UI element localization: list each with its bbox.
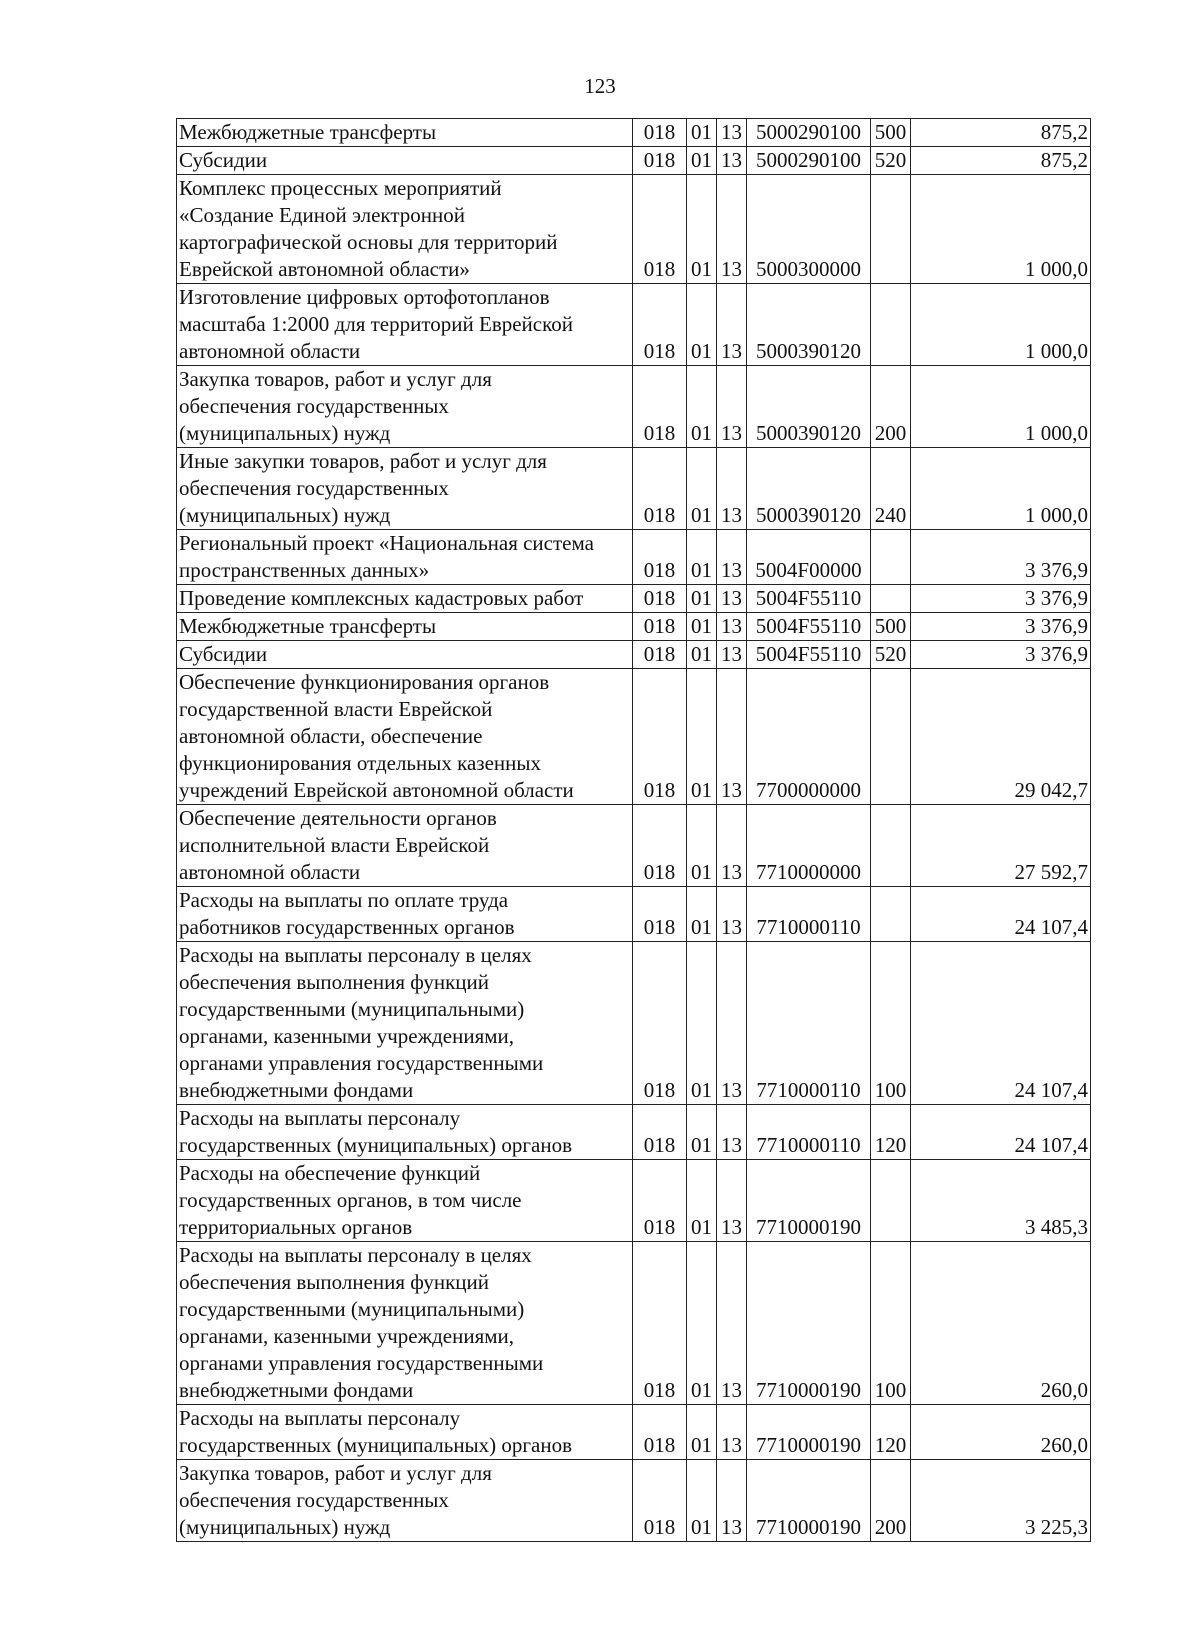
table-row	[177, 805, 1091, 887]
subsection-code-cell: 13	[717, 942, 747, 1105]
section-code-cell: 01	[687, 284, 717, 366]
budget-table-body	[177, 119, 1091, 1542]
expense-type-code-cell	[871, 887, 911, 942]
expense-name-cell: Субсидии	[177, 641, 633, 669]
amount-cell: 27 592,7	[911, 805, 1091, 887]
table-row	[177, 1105, 1091, 1160]
table-row	[177, 119, 1091, 147]
expense-type-code-cell	[871, 530, 911, 585]
section-code-cell: 01	[687, 613, 717, 641]
ministry-code-cell: 018	[633, 530, 687, 585]
expense-type-code-cell: 200	[871, 1460, 911, 1542]
expense-name-cell: Расходы на выплаты персоналу в целях обеспечения выполнения функций государственными (муниципальными) органами, казенными учреждениями, органами управления государственными внебюджетными фондами	[177, 1242, 633, 1405]
amount-cell: 3 485,3	[911, 1160, 1091, 1242]
expense-type-code-cell	[871, 284, 911, 366]
amount-cell: 260,0	[911, 1242, 1091, 1405]
amount-cell: 29 042,7	[911, 669, 1091, 805]
subsection-code-cell: 13	[717, 1405, 747, 1460]
subsection-code-cell: 13	[717, 147, 747, 175]
target-item-code-cell: 5004F55110	[747, 613, 871, 641]
budget-table	[176, 118, 1091, 1542]
target-item-code-cell: 5004F00000	[747, 530, 871, 585]
table-row	[177, 1160, 1091, 1242]
subsection-code-cell: 13	[717, 119, 747, 147]
ministry-code-cell: 018	[633, 448, 687, 530]
target-item-code-cell: 7710000190	[747, 1160, 871, 1242]
table-row	[177, 887, 1091, 942]
expense-name-cell: Закупка товаров, работ и услуг для обеспечения государственных (муниципальных) нужд	[177, 366, 633, 448]
subsection-code-cell: 13	[717, 1460, 747, 1542]
table-row	[177, 175, 1091, 284]
subsection-code-cell: 13	[717, 641, 747, 669]
target-item-code-cell: 5004F55110	[747, 641, 871, 669]
subsection-code-cell: 13	[717, 366, 747, 448]
amount-cell: 24 107,4	[911, 1105, 1091, 1160]
section-code-cell: 01	[687, 942, 717, 1105]
amount-cell: 875,2	[911, 147, 1091, 175]
ministry-code-cell: 018	[633, 887, 687, 942]
amount-cell: 24 107,4	[911, 887, 1091, 942]
target-item-code-cell: 5000300000	[747, 175, 871, 284]
amount-cell: 875,2	[911, 119, 1091, 147]
ministry-code-cell: 018	[633, 805, 687, 887]
target-item-code-cell: 7710000190	[747, 1405, 871, 1460]
ministry-code-cell: 018	[633, 585, 687, 613]
section-code-cell: 01	[687, 448, 717, 530]
amount-cell: 3 376,9	[911, 585, 1091, 613]
section-code-cell: 01	[687, 887, 717, 942]
subsection-code-cell: 13	[717, 448, 747, 530]
expense-name-cell: Расходы на выплаты персоналу в целях обеспечения выполнения функций государственными (муниципальными) органами, казенными учреждениями, органами управления государственными внебюджетными фондами	[177, 942, 633, 1105]
section-code-cell: 01	[687, 1460, 717, 1542]
section-code-cell: 01	[687, 669, 717, 805]
expense-name-cell: Обеспечение функционирования органов государственной власти Еврейской автономной области, обеспечение функционирования отдельных казенных учреждений Еврейской автономной области	[177, 669, 633, 805]
section-code-cell: 01	[687, 805, 717, 887]
expense-type-code-cell: 120	[871, 1405, 911, 1460]
expense-type-code-cell: 520	[871, 641, 911, 669]
expense-type-code-cell	[871, 805, 911, 887]
subsection-code-cell: 13	[717, 284, 747, 366]
expense-name-cell: Изготовление цифровых ортофотопланов масштаба 1:2000 для территорий Еврейской автономной области	[177, 284, 633, 366]
table-row	[177, 942, 1091, 1105]
table-row	[177, 1405, 1091, 1460]
expense-name-cell: Иные закупки товаров, работ и услуг для обеспечения государственных (муниципальных) нужд	[177, 448, 633, 530]
expense-name-cell: Расходы на обеспечение функций государственных органов, в том числе территориальных органов	[177, 1160, 633, 1242]
amount-cell: 3 376,9	[911, 641, 1091, 669]
expense-type-code-cell	[871, 175, 911, 284]
target-item-code-cell: 7710000000	[747, 805, 871, 887]
ministry-code-cell: 018	[633, 1460, 687, 1542]
amount-cell: 24 107,4	[911, 942, 1091, 1105]
target-item-code-cell: 7710000110	[747, 942, 871, 1105]
subsection-code-cell: 13	[717, 530, 747, 585]
expense-name-cell: Расходы на выплаты персоналу государственных (муниципальных) органов	[177, 1405, 633, 1460]
section-code-cell: 01	[687, 1160, 717, 1242]
expense-type-code-cell: 500	[871, 119, 911, 147]
section-code-cell: 01	[687, 530, 717, 585]
section-code-cell: 01	[687, 1405, 717, 1460]
table-row	[177, 284, 1091, 366]
expense-type-code-cell: 120	[871, 1105, 911, 1160]
expense-type-code-cell: 520	[871, 147, 911, 175]
expense-name-cell: Обеспечение деятельности органов исполнительной власти Еврейской автономной области	[177, 805, 633, 887]
target-item-code-cell: 5000290100	[747, 119, 871, 147]
subsection-code-cell: 13	[717, 669, 747, 805]
amount-cell: 1 000,0	[911, 284, 1091, 366]
expense-type-code-cell	[871, 585, 911, 613]
target-item-code-cell: 7710000110	[747, 887, 871, 942]
ministry-code-cell: 018	[633, 1105, 687, 1160]
expense-name-cell: Межбюджетные трансферты	[177, 613, 633, 641]
target-item-code-cell: 7710000190	[747, 1460, 871, 1542]
section-code-cell: 01	[687, 585, 717, 613]
table-row	[177, 669, 1091, 805]
target-item-code-cell: 7700000000	[747, 669, 871, 805]
ministry-code-cell: 018	[633, 119, 687, 147]
table-row	[177, 530, 1091, 585]
subsection-code-cell: 13	[717, 613, 747, 641]
target-item-code-cell: 5000390120	[747, 366, 871, 448]
section-code-cell: 01	[687, 366, 717, 448]
section-code-cell: 01	[687, 1105, 717, 1160]
section-code-cell: 01	[687, 119, 717, 147]
section-code-cell: 01	[687, 1242, 717, 1405]
table-row	[177, 613, 1091, 641]
expense-type-code-cell: 100	[871, 942, 911, 1105]
ministry-code-cell: 018	[633, 284, 687, 366]
subsection-code-cell: 13	[717, 585, 747, 613]
expense-name-cell: Расходы на выплаты по оплате труда работников государственных органов	[177, 887, 633, 942]
section-code-cell: 01	[687, 147, 717, 175]
ministry-code-cell: 018	[633, 1405, 687, 1460]
ministry-code-cell: 018	[633, 669, 687, 805]
table-row	[177, 641, 1091, 669]
expense-name-cell: Расходы на выплаты персоналу государственных (муниципальных) органов	[177, 1105, 633, 1160]
ministry-code-cell: 018	[633, 147, 687, 175]
target-item-code-cell: 5004F55110	[747, 585, 871, 613]
ministry-code-cell: 018	[633, 175, 687, 284]
ministry-code-cell: 018	[633, 942, 687, 1105]
amount-cell: 3 376,9	[911, 530, 1091, 585]
target-item-code-cell: 5000390120	[747, 284, 871, 366]
ministry-code-cell: 018	[633, 641, 687, 669]
table-row	[177, 147, 1091, 175]
amount-cell: 3 376,9	[911, 613, 1091, 641]
expense-type-code-cell	[871, 1160, 911, 1242]
subsection-code-cell: 13	[717, 175, 747, 284]
amount-cell: 260,0	[911, 1405, 1091, 1460]
target-item-code-cell: 5000390120	[747, 448, 871, 530]
amount-cell: 3 225,3	[911, 1460, 1091, 1542]
table-row	[177, 366, 1091, 448]
ministry-code-cell: 018	[633, 366, 687, 448]
expense-type-code-cell	[871, 669, 911, 805]
table-row	[177, 1242, 1091, 1405]
table-row	[177, 585, 1091, 613]
subsection-code-cell: 13	[717, 887, 747, 942]
target-item-code-cell: 7710000110	[747, 1105, 871, 1160]
subsection-code-cell: 13	[717, 805, 747, 887]
expense-name-cell: Субсидии	[177, 147, 633, 175]
ministry-code-cell: 018	[633, 1160, 687, 1242]
amount-cell: 1 000,0	[911, 448, 1091, 530]
amount-cell: 1 000,0	[911, 366, 1091, 448]
subsection-code-cell: 13	[717, 1105, 747, 1160]
expense-type-code-cell: 240	[871, 448, 911, 530]
table-row	[177, 1460, 1091, 1542]
page-number: 123	[584, 74, 616, 98]
ministry-code-cell: 018	[633, 613, 687, 641]
expense-type-code-cell: 500	[871, 613, 911, 641]
expense-name-cell: Комплекс процессных мероприятий «Создание Единой электронной картографической основы для территорий Еврейской автономной области»	[177, 175, 633, 284]
subsection-code-cell: 13	[717, 1242, 747, 1405]
target-item-code-cell: 5000290100	[747, 147, 871, 175]
subsection-code-cell: 13	[717, 1160, 747, 1242]
table-row	[177, 448, 1091, 530]
amount-cell: 1 000,0	[911, 175, 1091, 284]
expense-name-cell: Проведение комплексных кадастровых работ	[177, 585, 633, 613]
expense-type-code-cell: 100	[871, 1242, 911, 1405]
ministry-code-cell: 018	[633, 1242, 687, 1405]
expense-name-cell: Региональный проект «Национальная система пространственных данных»	[177, 530, 633, 585]
section-code-cell: 01	[687, 175, 717, 284]
expense-type-code-cell: 200	[871, 366, 911, 448]
section-code-cell: 01	[687, 641, 717, 669]
expense-name-cell: Закупка товаров, работ и услуг для обеспечения государственных (муниципальных) нужд	[177, 1460, 633, 1542]
expense-name-cell: Межбюджетные трансферты	[177, 119, 633, 147]
target-item-code-cell: 7710000190	[747, 1242, 871, 1405]
